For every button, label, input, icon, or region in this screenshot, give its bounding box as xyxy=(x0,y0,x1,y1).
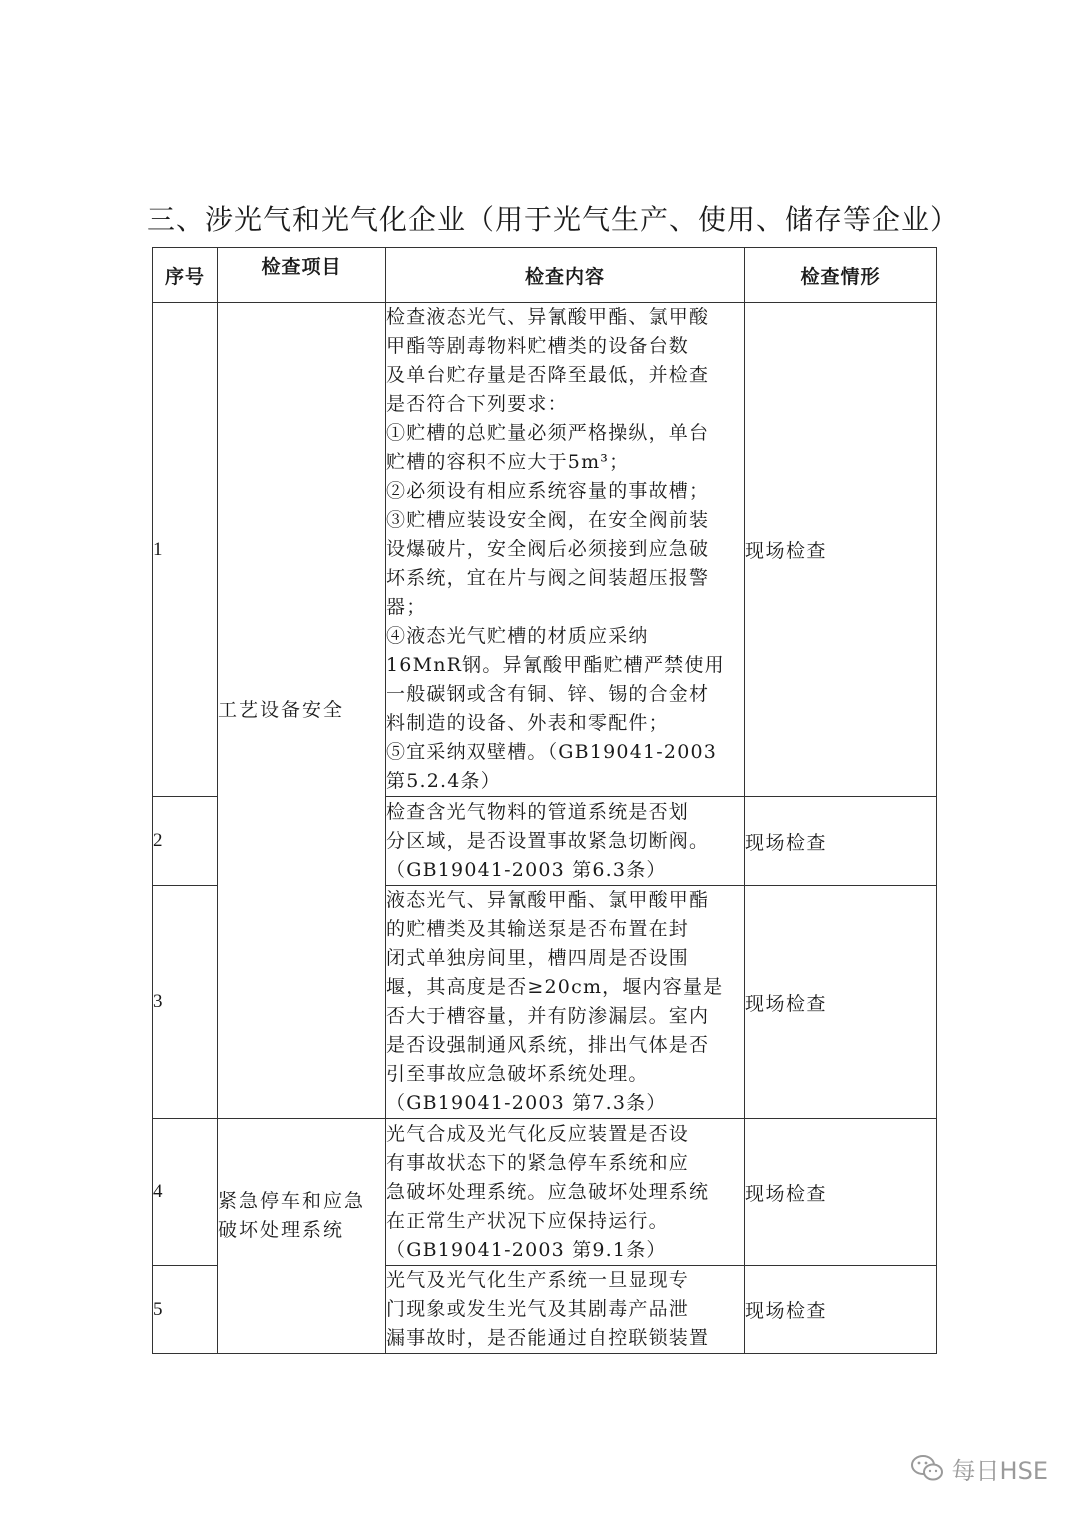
header-situation: 检查情形 xyxy=(745,248,937,303)
content-line: ③贮槽应装设安全阀，在安全阀前装 xyxy=(386,509,710,531)
watermark xyxy=(910,1448,1048,1488)
content-cell xyxy=(386,1119,745,1266)
content-line: 光气及光气化生产系统一旦显现专 xyxy=(386,1269,690,1291)
item-label: 紧急停车和应急破坏处理系统 xyxy=(218,1190,366,1241)
item-cell-emergency xyxy=(218,1119,386,1354)
situation-cell: 现场检查 xyxy=(745,1119,937,1266)
content-line: 检查液态光气、异氰酸甲酯、氯甲酸 xyxy=(386,306,710,328)
item-label: 工艺设备安全 xyxy=(218,699,345,721)
content-line: 是否符合下列要求： xyxy=(386,393,568,415)
row-num: 5 xyxy=(153,1266,218,1354)
content-line: ②必须设有相应系统容量的事故槽； xyxy=(386,480,710,502)
content-cell xyxy=(386,797,745,886)
content-line: 液态光气、异氰酸甲酯、氯甲酸甲酯 xyxy=(386,889,710,911)
content-line: 坏系统，宜在片与阀之间装超压报警 xyxy=(386,567,710,589)
header-num: 序号 xyxy=(153,248,218,303)
content-line: 及单台贮存量是否降至最低，并检查 xyxy=(386,364,710,386)
content-line: ⑤宜采纳双壁槽。（GB19041-2003 xyxy=(386,741,718,763)
content-line: 漏事故时，是否能通过自控联锁装置 xyxy=(386,1327,710,1349)
content-line: 分区域，是否设置事故紧急切断阀。 xyxy=(386,829,710,852)
content-line: 光气合成及光气化反应装置是否设 xyxy=(386,1122,690,1145)
content-line: 引至事故应急破坏系统处理。 xyxy=(386,1063,649,1085)
content-line: 贮槽的容积不应大于5m³； xyxy=(386,451,630,473)
content-line: 门现象或发生光气及其剧毒产品泄 xyxy=(386,1298,690,1320)
content-line: ①贮槽的总贮量必须严格操纵，单台 xyxy=(386,422,710,444)
content-line: 闭式单独房间里，槽四周是否设围 xyxy=(386,947,690,969)
content-line: 器； xyxy=(386,596,427,618)
inspection-table xyxy=(152,247,937,1354)
item-cell-process-equipment xyxy=(218,303,386,1119)
section-heading: 三、涉光气和光气化企业（用于光气生产、使用、储存等企业） xyxy=(147,203,960,236)
header-item: 检查项目 xyxy=(218,248,386,303)
situation-cell: 现场检查 xyxy=(745,303,937,797)
situation-cell: 现场检查 xyxy=(745,1266,937,1354)
content-line: 设爆破片，安全阀后必须接到应急破 xyxy=(386,538,710,560)
content-line: 甲酯等剧毒物料贮槽类的设备台数 xyxy=(386,335,690,357)
situation-cell: 现场检查 xyxy=(745,797,937,886)
row-num: 1 xyxy=(153,303,218,797)
content-line: 否大于槽容量，并有防渗漏层。室内 xyxy=(386,1005,710,1027)
wechat-icon xyxy=(910,1453,944,1483)
content-cell xyxy=(386,1266,745,1354)
content-line: 16MnR钢。异氰酸甲酯贮槽严禁使用 xyxy=(386,654,725,676)
content-line: 第5.2.4条） xyxy=(386,770,501,792)
row-num: 2 xyxy=(153,797,218,886)
situation-cell: 现场检查 xyxy=(745,886,937,1119)
content-cell xyxy=(386,886,745,1119)
row-num: 4 xyxy=(153,1119,218,1266)
watermark-label: 每日HSE xyxy=(951,1456,1048,1485)
content-line: 的贮槽类及其输送泵是否布置在封 xyxy=(386,918,690,940)
content-line: 有事故状态下的紧急停车系统和应 xyxy=(386,1151,690,1174)
content-line: 是否设强制通风系统，排出气体是否 xyxy=(386,1034,710,1056)
table-row xyxy=(153,303,937,797)
content-line: 检查含光气物料的管道系统是否划 xyxy=(386,800,690,823)
content-line: 急破坏处理系统。应急破坏处理系统 xyxy=(386,1180,710,1203)
content-line: 料制造的设备、外表和零配件； xyxy=(386,712,669,734)
content-line: （GB19041-2003 第9.1条） xyxy=(386,1238,667,1261)
content-line: 一般碳钢或含有铜、锌、锡的合金材 xyxy=(386,683,710,705)
row-num: 3 xyxy=(153,886,218,1119)
content-line: （GB19041-2003 第6.3条） xyxy=(386,858,667,881)
content-line: 在正常生产状况下应保持运行。 xyxy=(386,1209,669,1232)
content-line: 堰，其高度是否≥20cm，堰内容量是 xyxy=(386,976,724,998)
content-cell xyxy=(386,303,745,797)
table-header-row xyxy=(153,248,937,303)
content-line: （GB19041-2003 第7.3条） xyxy=(386,1092,667,1114)
header-content: 检查内容 xyxy=(386,248,745,303)
content-line: ④液态光气贮槽的材质应采纳 xyxy=(386,625,649,647)
table-row xyxy=(153,1119,937,1266)
